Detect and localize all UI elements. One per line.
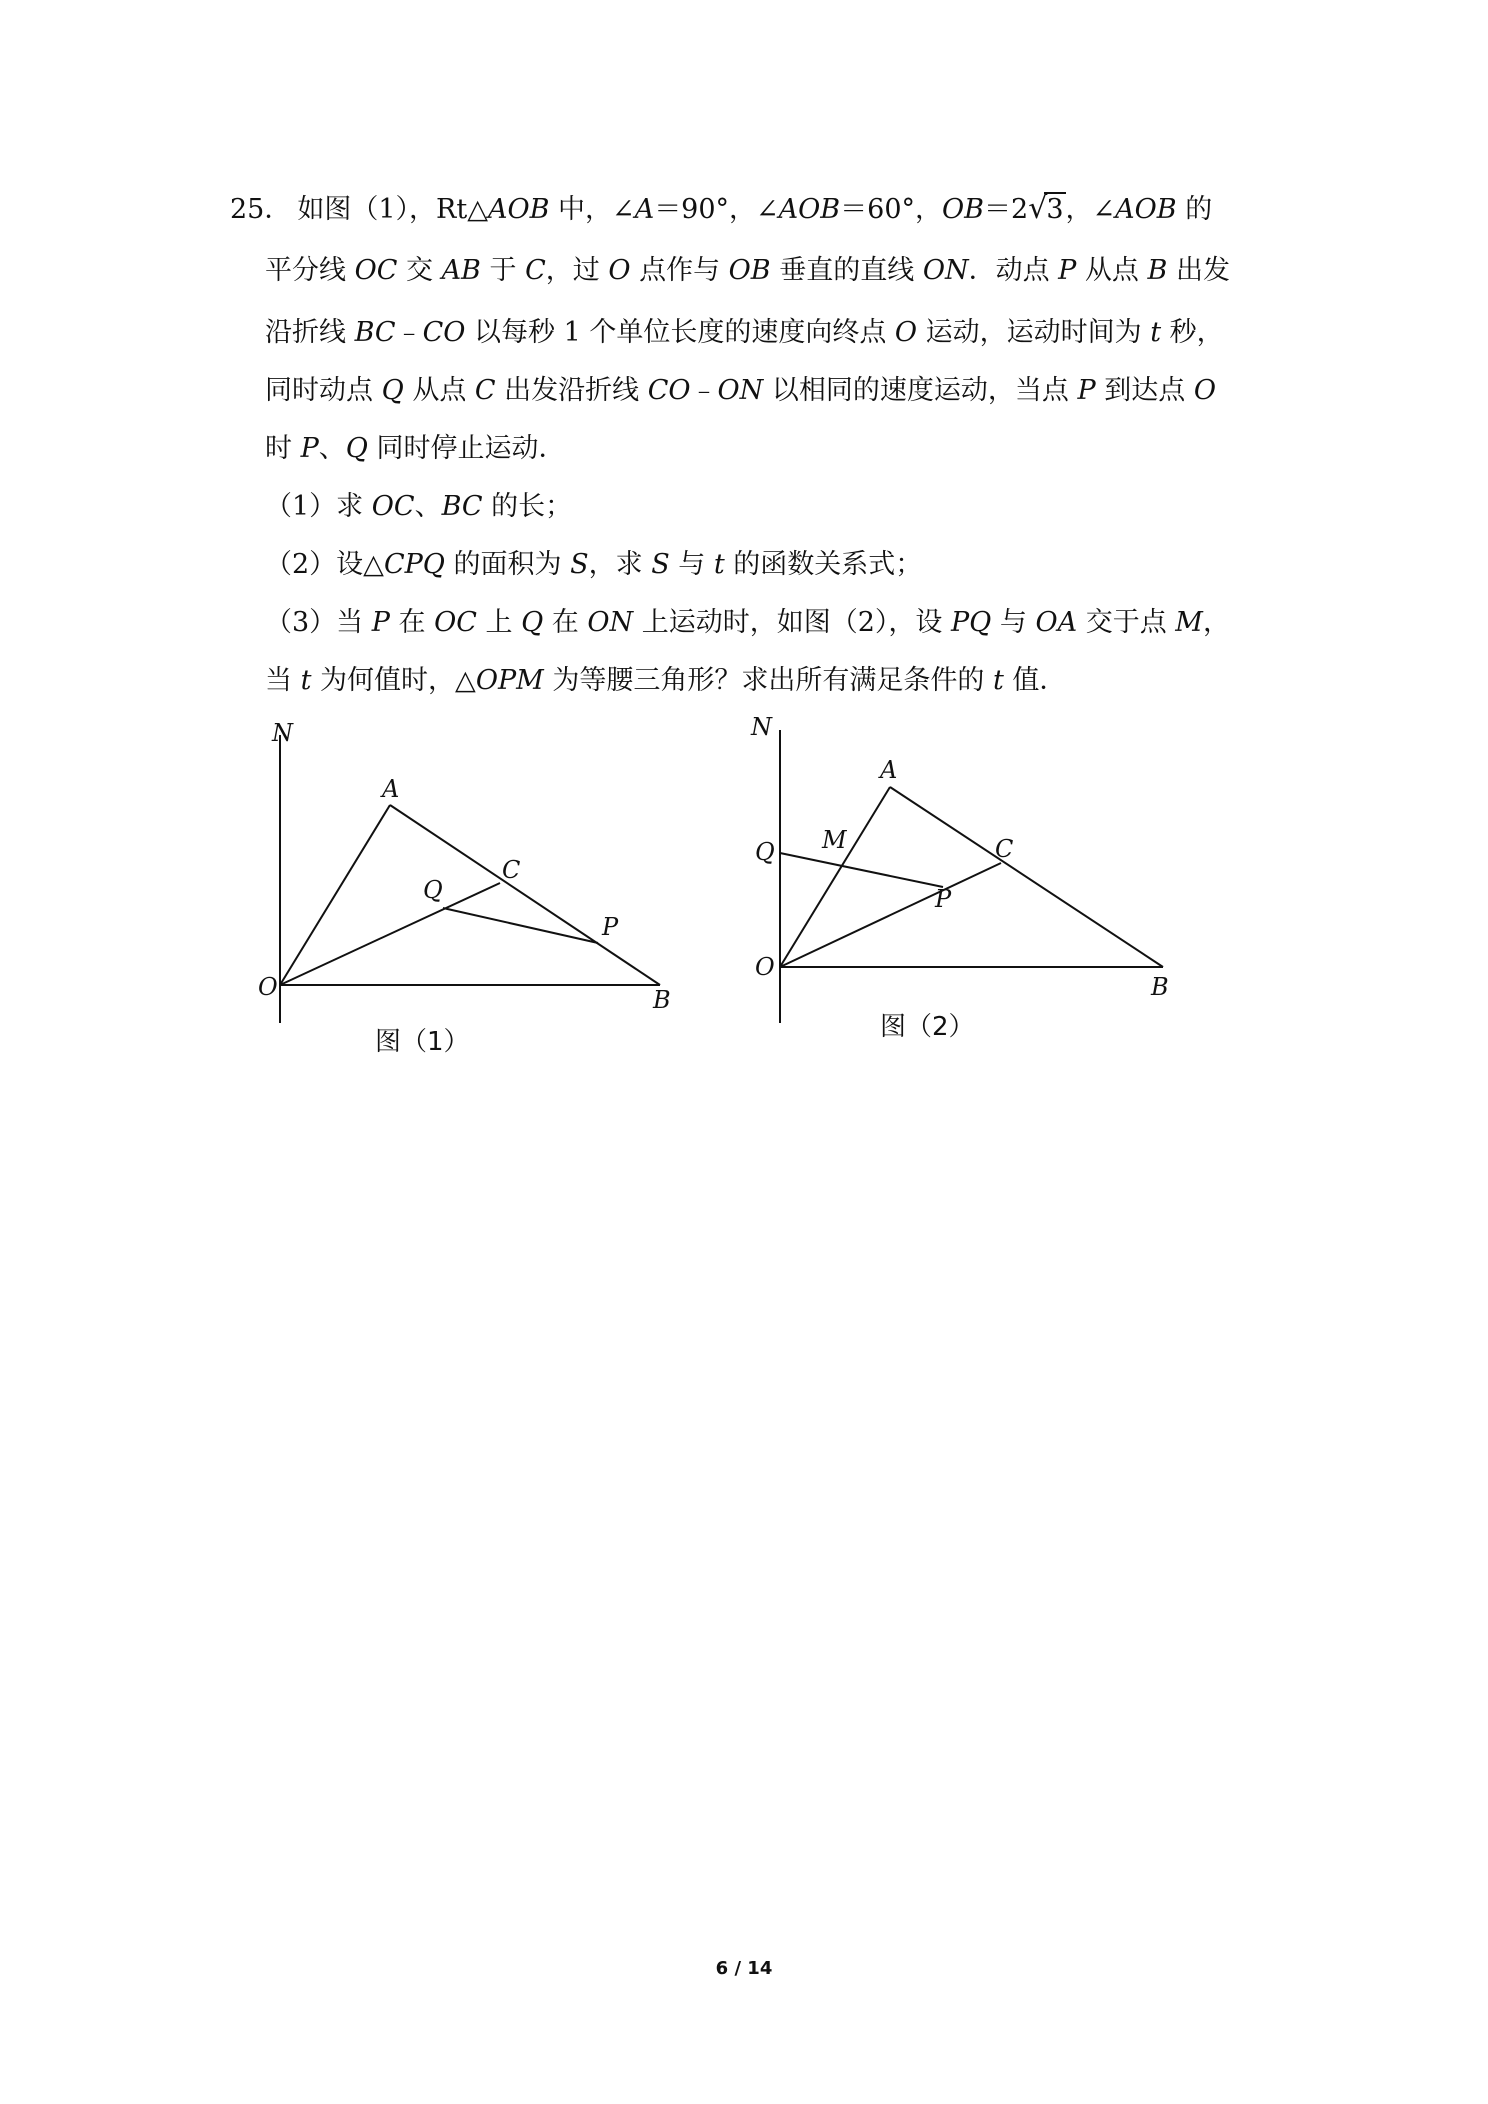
text-run: 在	[389, 607, 435, 638]
text-run: 、	[414, 491, 442, 522]
text-run: 出发沿折线	[495, 375, 648, 406]
math-run: BC	[354, 317, 396, 348]
text-run: ，∠	[1065, 194, 1116, 225]
math-run: C	[525, 255, 546, 286]
math-run: CPQ	[383, 549, 445, 580]
text-run: ，过	[545, 255, 609, 286]
math-run: O	[1193, 375, 1216, 406]
text-run: 在	[543, 607, 588, 638]
radicand: 3	[1046, 194, 1064, 225]
label-N: N	[751, 715, 772, 741]
math-run: OC	[371, 491, 415, 522]
text-run: 从点	[1076, 255, 1148, 286]
label-B: B	[653, 986, 671, 1014]
text-run: 垂直的直线	[770, 255, 923, 286]
math-run: AB	[441, 255, 481, 286]
math-run: AOB	[1115, 194, 1177, 225]
text-run: 交于点	[1077, 607, 1176, 638]
text-run: ．动点	[968, 255, 1059, 286]
label-Q: Q	[755, 838, 775, 866]
text-run: ＝2	[984, 194, 1029, 225]
label-B: B	[1151, 973, 1169, 1001]
text-run: 如图（1），Rt△	[297, 194, 488, 225]
label-C: C	[502, 856, 521, 884]
math-run: P	[300, 433, 319, 464]
math-run: PQ	[951, 607, 992, 638]
math-run: S	[651, 549, 670, 580]
text-run: 值．	[1003, 665, 1067, 696]
text-run: 时	[265, 433, 301, 464]
math-run: C	[474, 375, 496, 406]
text-run: 的函数关系式；	[724, 549, 923, 580]
segment-QP	[443, 908, 598, 943]
problem-number: 25．	[230, 194, 292, 225]
math-run: OC	[434, 607, 477, 638]
text-run: 同时停止运动．	[367, 433, 566, 464]
text-run: 到达点	[1095, 375, 1194, 406]
math-run: P	[1058, 255, 1077, 286]
text-run: ，	[1202, 607, 1230, 638]
text-run: 与	[991, 607, 1036, 638]
figure-2-caption: 图（2）	[880, 1012, 975, 1042]
math-run: S	[570, 549, 589, 580]
figure-1-diagram	[250, 715, 700, 1055]
math-run: Q	[521, 607, 544, 638]
text-run: 从点	[403, 375, 475, 406]
segment-OA	[780, 787, 890, 967]
text-run: 为何值时，△	[311, 665, 476, 696]
math-run: AOB	[778, 194, 841, 225]
segment-OA	[280, 805, 390, 985]
problem-line-3	[265, 314, 1224, 352]
text-run: 的	[1176, 194, 1213, 225]
text-run: 出发	[1167, 255, 1230, 286]
text-run: 的长；	[482, 491, 573, 522]
radical-sign-icon: √	[1028, 191, 1048, 226]
label-Q: Q	[423, 876, 443, 904]
math-run: OC	[354, 255, 398, 286]
square-root	[1028, 190, 1065, 229]
segment-OC	[780, 863, 1001, 967]
problem-line-2	[265, 252, 1230, 290]
text-run: 平分线	[265, 255, 355, 286]
math-run: CO	[422, 317, 466, 348]
problem-line-5	[265, 430, 566, 468]
text-run: 为等腰三角形？求出所有满足条件的	[543, 665, 993, 696]
text-run: ﹣	[690, 375, 718, 406]
math-run: BC	[441, 491, 483, 522]
text-run: 中，∠	[549, 194, 635, 225]
text-run: （1）求	[265, 491, 372, 522]
text-run: 沿折线	[265, 317, 355, 348]
segment-QP	[780, 853, 943, 887]
math-run: OPM	[475, 665, 544, 696]
text-run: ，求	[588, 549, 652, 580]
text-run: ﹣	[395, 317, 423, 348]
text-run: 、	[318, 433, 346, 464]
math-run: Q	[381, 375, 404, 406]
math-run: M	[1175, 607, 1203, 638]
text-run: 上	[476, 607, 522, 638]
math-run: OA	[1035, 607, 1078, 638]
math-run: O	[608, 255, 631, 286]
text-run: 运动，运动时间为	[917, 317, 1151, 348]
math-run: B	[1147, 255, 1168, 286]
label-A: A	[880, 756, 898, 784]
problem-line-1	[230, 190, 1212, 229]
math-run: O	[894, 317, 918, 348]
subquestion-3-line-2	[265, 662, 1066, 700]
math-run: ON	[717, 375, 764, 406]
math-run: t	[1150, 317, 1162, 348]
figure-2	[745, 715, 1195, 1059]
text-run: 以每秒 1 个单位长度的速度向终点	[465, 317, 895, 348]
text-run: ＝90°，∠	[654, 194, 779, 225]
text-run: 与	[669, 549, 714, 580]
label-M: M	[822, 826, 847, 854]
label-O: O	[755, 953, 775, 981]
problem-line-4	[265, 372, 1216, 410]
label-O: O	[258, 973, 278, 1001]
math-run: ON	[587, 607, 634, 638]
text-run: 的面积为	[444, 549, 571, 580]
text-run: （3）当	[265, 607, 372, 638]
math-run: t	[992, 665, 1004, 696]
text-run: 秒，	[1161, 317, 1224, 348]
label-N: N	[272, 719, 293, 747]
subquestion-2	[265, 546, 922, 584]
label-P: P	[935, 885, 952, 913]
text-run: 以相同的速度运动，当点	[763, 375, 1078, 406]
subquestion-1	[265, 488, 572, 526]
text-run: ＝60°，	[840, 194, 943, 225]
math-run: OB	[942, 194, 984, 225]
text-run: 上运动时，如图（2），设	[633, 607, 951, 638]
label-A: A	[382, 775, 400, 803]
label-P: P	[602, 913, 619, 941]
text-run: 于	[480, 255, 526, 286]
math-run: CO	[647, 375, 691, 406]
math-run: Q	[345, 433, 368, 464]
segment-OC	[280, 883, 500, 985]
text-run: （2）设△	[265, 549, 384, 580]
label-C: C	[995, 835, 1014, 863]
page-number: 6 / 14	[715, 1958, 773, 1979]
figure-1	[250, 715, 700, 1059]
math-run: P	[371, 607, 390, 638]
figure-2-diagram	[745, 715, 1195, 1055]
segment-AB	[890, 787, 1163, 967]
math-run: ON	[922, 255, 969, 286]
math-run: P	[1077, 375, 1096, 406]
math-run: t	[300, 665, 312, 696]
text-run: 当	[265, 665, 301, 696]
text-run: 同时动点	[265, 375, 382, 406]
math-run: t	[713, 549, 725, 580]
math-run: AOB	[487, 194, 550, 225]
text-run: 交	[397, 255, 442, 286]
math-run: OB	[728, 255, 771, 286]
subquestion-3-line-1	[265, 604, 1230, 642]
figure-1-caption: 图（1）	[375, 1027, 470, 1055]
text-run: 点作与	[630, 255, 729, 286]
math-run: A	[634, 194, 655, 225]
